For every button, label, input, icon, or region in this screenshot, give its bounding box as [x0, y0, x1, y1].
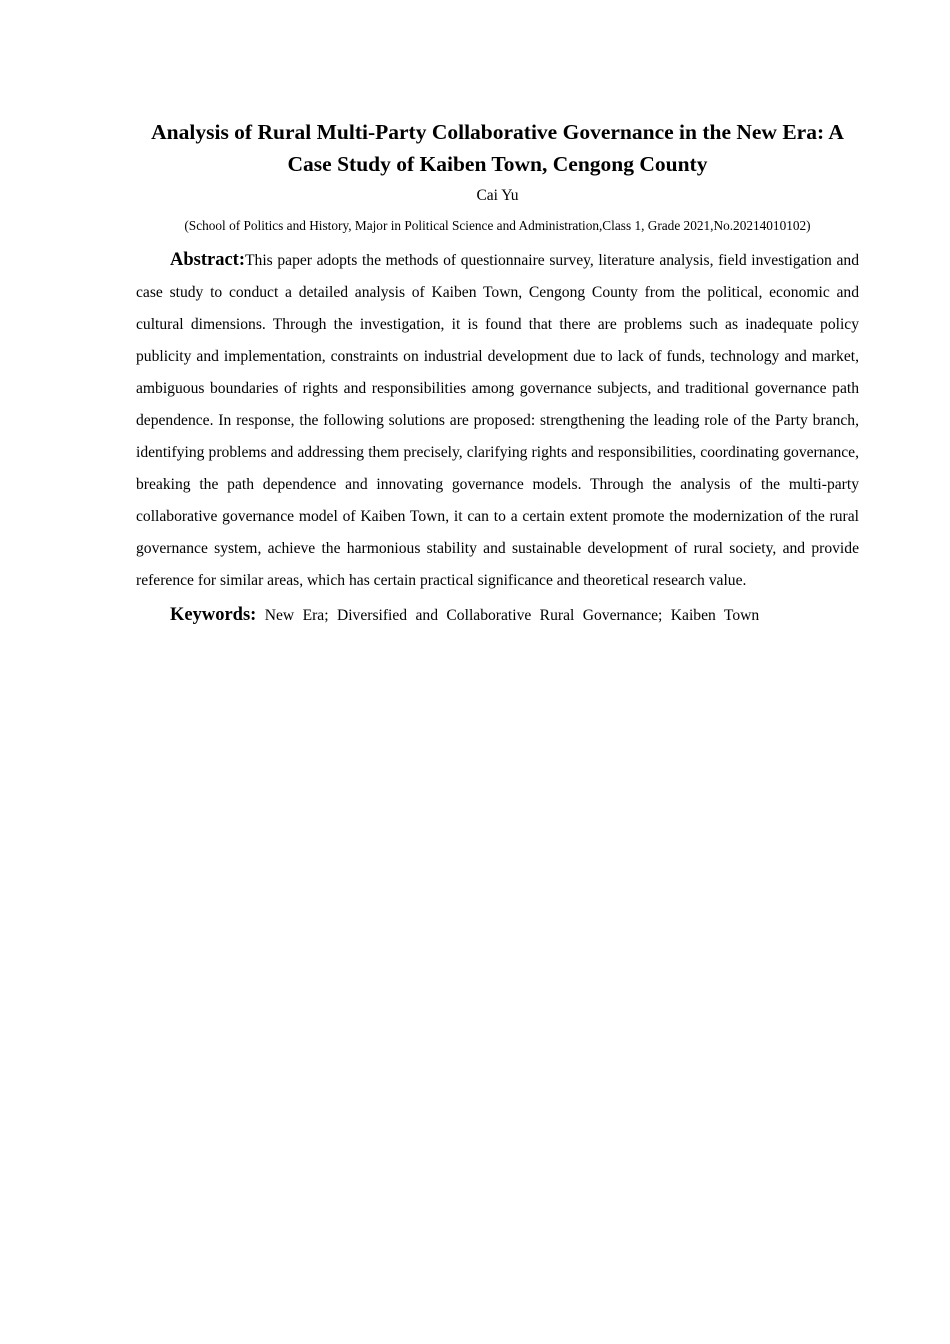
author-name: Cai Yu — [476, 187, 519, 204]
paper-page — [136, 116, 859, 628]
abstract-paragraph — [136, 244, 859, 597]
keywords-paragraph — [136, 603, 859, 628]
keywords-text: New Era; Diversified and Collaborative Rural Governance; Kaiben Town — [264, 607, 760, 624]
author-affiliation: (School of Politics and History, Major in Political Science and Administration,Class 1, Grade 2021,No.20214010102) — [184, 218, 811, 233]
keywords-label: Keywords: — [170, 605, 257, 625]
abstract-label: Abstract: — [170, 250, 246, 270]
abstract-text: This paper adopts the methods of questionnaire survey, literature analysis, field investigation and case study to conduct a detailed analysis of Kaiben Town, Cengong County from the political, economic and cultural dimensions. Through the investigation, it is found that there are problems such as inadequate policy publicity and implementation, constraints on industrial development due to lack of funds, technology and market, ambiguous boundaries of rights and responsibilities among governance subjects, and traditional governance path dependence. In response, the following solutions are proposed: strengthening the leading role of the Party branch, identifying problems and addressing them precisely, clarifying rights and responsibilities, coordinating governance, breaking the path dependence and innovating governance models. Through the analysis of the multi-party collaborative governance model of Kaiben Town, it can to a certain extent promote the modernization of the rural governance system, achieve the harmonious stability and sustainable development of rural society, and provide reference for similar areas, which has certain practical significance and theoretical research value. — [136, 252, 859, 589]
paper-title: Analysis of Rural Multi-Party Collaborative Governance in the New Era: A Case Study of Kaiben Town, Cengong County — [151, 120, 844, 176]
